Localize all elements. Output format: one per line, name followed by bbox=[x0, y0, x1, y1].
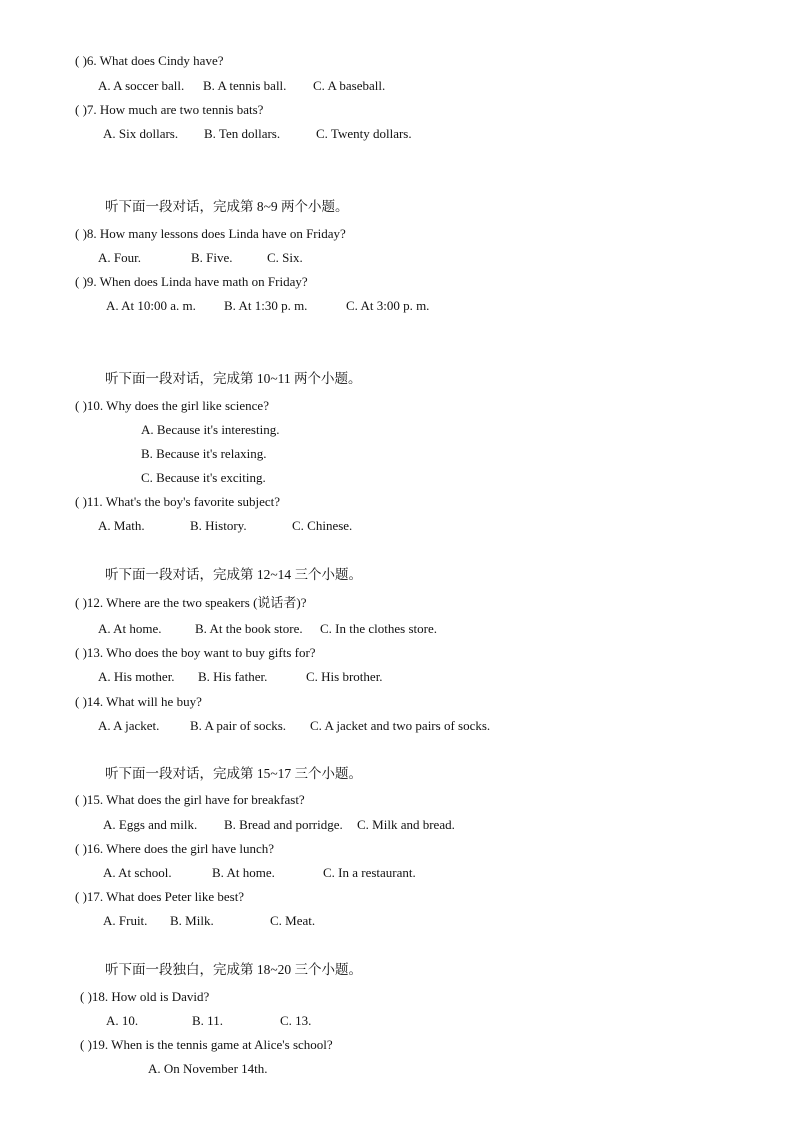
section-heading: 听下面一段对话，完成第 12~14 三个小题。 bbox=[105, 567, 363, 582]
question-14: ( )14. What will he buy? bbox=[75, 694, 202, 709]
option-14c: C. A jacket and two pairs of socks. bbox=[310, 718, 491, 733]
question-13: ( )13. Who does the boy want to buy gifts for? bbox=[75, 645, 316, 660]
option-12c: C. In the clothes store. bbox=[320, 621, 437, 636]
section-heading: 听下面一段对话，完成第 8~9 两个小题。 bbox=[105, 199, 349, 214]
option-16c: C. In a restaurant. bbox=[323, 865, 416, 880]
question-8: ( )8. How many lessons does Linda have on Friday? bbox=[75, 226, 346, 241]
option-16b: B. At home. bbox=[212, 865, 275, 880]
question-6: ( )6. What does Cindy have? bbox=[75, 53, 224, 68]
question-15: ( )15. What does the girl have for breakfast? bbox=[75, 792, 305, 807]
question-7: ( )7. How much are two tennis bats? bbox=[75, 102, 264, 117]
option-6a: A. A soccer ball. bbox=[98, 78, 185, 93]
option-16a: A. At school. bbox=[103, 865, 172, 880]
section-heading: 听下面一段独白，完成第 18~20 三个小题。 bbox=[105, 962, 363, 977]
option-6c: C. A baseball. bbox=[313, 78, 386, 93]
question-9: ( )9. When does Linda have math on Friday? bbox=[75, 274, 308, 289]
option-9a: A. At 10:00 a. m. bbox=[106, 298, 196, 313]
option-18a: A. 10. bbox=[106, 1013, 139, 1028]
question-11: ( )11. What's the boy's favorite subject? bbox=[75, 494, 281, 509]
option-12b: B. At the book store. bbox=[195, 621, 303, 636]
option-11c: C. Chinese. bbox=[292, 518, 353, 533]
option-14a: A. A jacket. bbox=[98, 718, 160, 733]
option-18c: C. 13. bbox=[280, 1013, 312, 1028]
option-10c: C. Because it's exciting. bbox=[141, 470, 266, 485]
option-7a: A. Six dollars. bbox=[103, 126, 179, 141]
option-19a: A. On November 14th. bbox=[148, 1061, 268, 1076]
question-17: ( )17. What does Peter like best? bbox=[75, 889, 245, 904]
option-9c: C. At 3:00 p. m. bbox=[346, 298, 430, 313]
option-8b: B. Five. bbox=[191, 250, 233, 265]
option-8c: C. Six. bbox=[267, 250, 303, 265]
section-heading: 听下面一段对话，完成第 10~11 两个小题。 bbox=[105, 371, 362, 386]
option-8a: A. Four. bbox=[98, 250, 141, 265]
option-10a: A. Because it's interesting. bbox=[141, 422, 280, 437]
option-12a: A. At home. bbox=[98, 621, 162, 636]
option-11b: B. History. bbox=[190, 518, 247, 533]
option-15a: A. Eggs and milk. bbox=[103, 817, 198, 832]
question-12: ( )12. Where are the two speakers (说话者)? bbox=[75, 595, 307, 610]
option-13a: A. His mother. bbox=[98, 669, 175, 684]
option-13c: C. His brother. bbox=[306, 669, 383, 684]
section-heading: 听下面一段对话，完成第 15~17 三个小题。 bbox=[105, 766, 363, 781]
option-15c: C. Milk and bread. bbox=[357, 817, 455, 832]
option-6b: B. A tennis ball. bbox=[203, 78, 287, 93]
option-9b: B. At 1:30 p. m. bbox=[224, 298, 308, 313]
option-17b: B. Milk. bbox=[170, 913, 214, 928]
option-13b: B. His father. bbox=[198, 669, 268, 684]
question-16: ( )16. Where does the girl have lunch? bbox=[75, 841, 275, 856]
question-19: ( )19. When is the tennis game at Alice's school? bbox=[80, 1037, 333, 1052]
option-7c: C. Twenty dollars. bbox=[316, 126, 412, 141]
option-10b: B. Because it's relaxing. bbox=[141, 446, 267, 461]
option-17c: C. Meat. bbox=[270, 913, 316, 928]
option-17a: A. Fruit. bbox=[103, 913, 148, 928]
option-14b: B. A pair of socks. bbox=[190, 718, 287, 733]
question-18: ( )18. How old is David? bbox=[80, 989, 210, 1004]
option-18b: B. 11. bbox=[192, 1013, 223, 1028]
option-11a: A. Math. bbox=[98, 518, 145, 533]
question-10: ( )10. Why does the girl like science? bbox=[75, 398, 269, 413]
option-15b: B. Bread and porridge. bbox=[224, 817, 343, 832]
option-7b: B. Ten dollars. bbox=[204, 126, 281, 141]
